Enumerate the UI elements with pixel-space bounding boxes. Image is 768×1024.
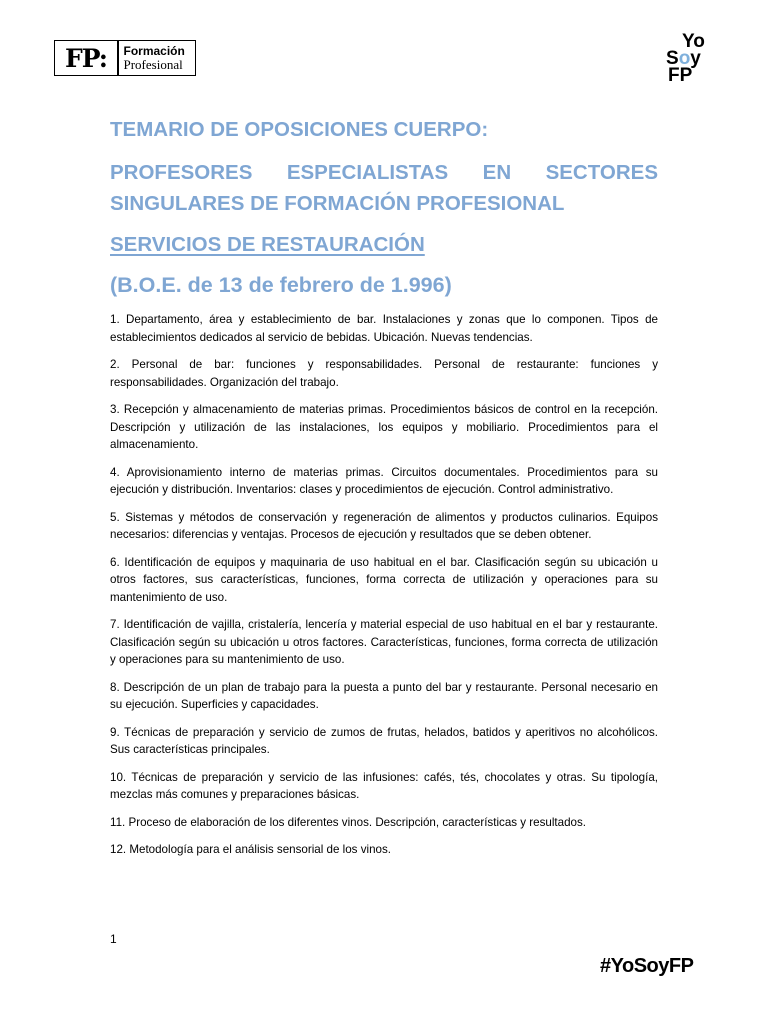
topic-item: 1. Departamento, área y establecimiento de bar. Instalaciones y zonas que lo componen. Tipos de establecimientos dedicados al servicio de bebidas. Ubicación. Nuevas tendencias.	[110, 313, 658, 344]
fp-logo-line1: Formación	[123, 44, 185, 58]
topic-item: 3. Recepción y almacenamiento de materias primas. Procedimientos básicos de control en la recepción. Descripción y utilización de las instalaciones, los equipos y mobiliario. Procedimientos para el almacenamiento.	[110, 403, 658, 451]
fp-logo-mark: FP:	[65, 43, 107, 73]
hashtag-footer: #YoSoyFP	[600, 955, 694, 977]
topic-item: 8. Descripción de un plan de trabajo para la puesta a punto del bar y restaurante. Personal necesario en su ejecución. Superficies y capacidades.	[110, 680, 658, 711]
yosoyfp-logo-s: S	[666, 48, 679, 69]
topic-item: 2. Personal de bar: funciones y responsabilidades. Personal de restaurante: funciones y responsabilidades. Organización del trabajo.	[110, 358, 658, 389]
topic-item: 4. Aprovisionamiento interno de materias primas. Circuitos documentales. Procedimientos para su ejecución y distribución. Inventarios: clases y procedimientos de ejecución. Control administrativo.	[110, 465, 658, 496]
fp-logo-line2: Profesional	[123, 57, 183, 72]
topic-list	[110, 311, 658, 859]
page-number: 1	[110, 932, 117, 946]
topic-item: 12. Metodología para el análisis sensorial de los vinos.	[110, 843, 391, 856]
yosoyfp-logo-row1: Yo	[682, 31, 705, 52]
formacion-profesional-logo	[54, 40, 196, 76]
title-line-2: PROFESORES ESPECIALISTAS EN SECTORES SINGULARES DE FORMACIÓN PROFESIONAL	[110, 161, 658, 215]
topic-item: 5. Sistemas y métodos de conservación y regeneración de alimentos y productos culinarios. Equipos necesarios: diferencias y ventajas. Procesos de ejecución y resultados que se deben obtener.	[110, 510, 658, 541]
topic-item: 10. Técnicas de preparación y servicio de las infusiones: cafés, tés, chocolates y otras. Su tipología, mezclas más comunes y preparaciones básicas.	[110, 770, 658, 801]
topic-item: 7. Identificación de vajilla, cristalería, lencería y material especial de uso habitual en el bar y restaurante. Clasificación según su ubicación u otros factores. Características, funciones, forma correcta de utilización y operaciones para su mantenimiento de uso.	[110, 618, 658, 666]
title-line-4: (B.O.E. de 13 de febrero de 1.996)	[110, 273, 452, 297]
title-line-1: TEMARIO DE OPOSICIONES CUERPO:	[110, 118, 489, 141]
yosoyfp-logo	[660, 33, 716, 89]
topic-item: 11. Proceso de elaboración de los diferentes vinos. Descripción, características y resultados.	[110, 815, 587, 829]
topic-item: 9. Técnicas de preparación y servicio de zumos de frutas, helados, batidos y aperitivos no alcohólicos. Sus características principales.	[110, 725, 658, 756]
title-line-3: SERVICIOS DE RESTAURACIÓN	[110, 233, 425, 256]
yosoyfp-logo-y: y	[690, 48, 701, 69]
heart-icon: o	[678, 48, 691, 69]
yosoyfp-logo-row3: FP	[668, 65, 693, 86]
topic-item: 6. Identificación de equipos y maquinaria de uso habitual en el bar. Clasificación según su ubicación u otros factores, sus características, funciones, forma correcta de utilización y operaciones para su mantenimiento de uso.	[110, 555, 658, 604]
fp-logo-text	[119, 41, 196, 75]
